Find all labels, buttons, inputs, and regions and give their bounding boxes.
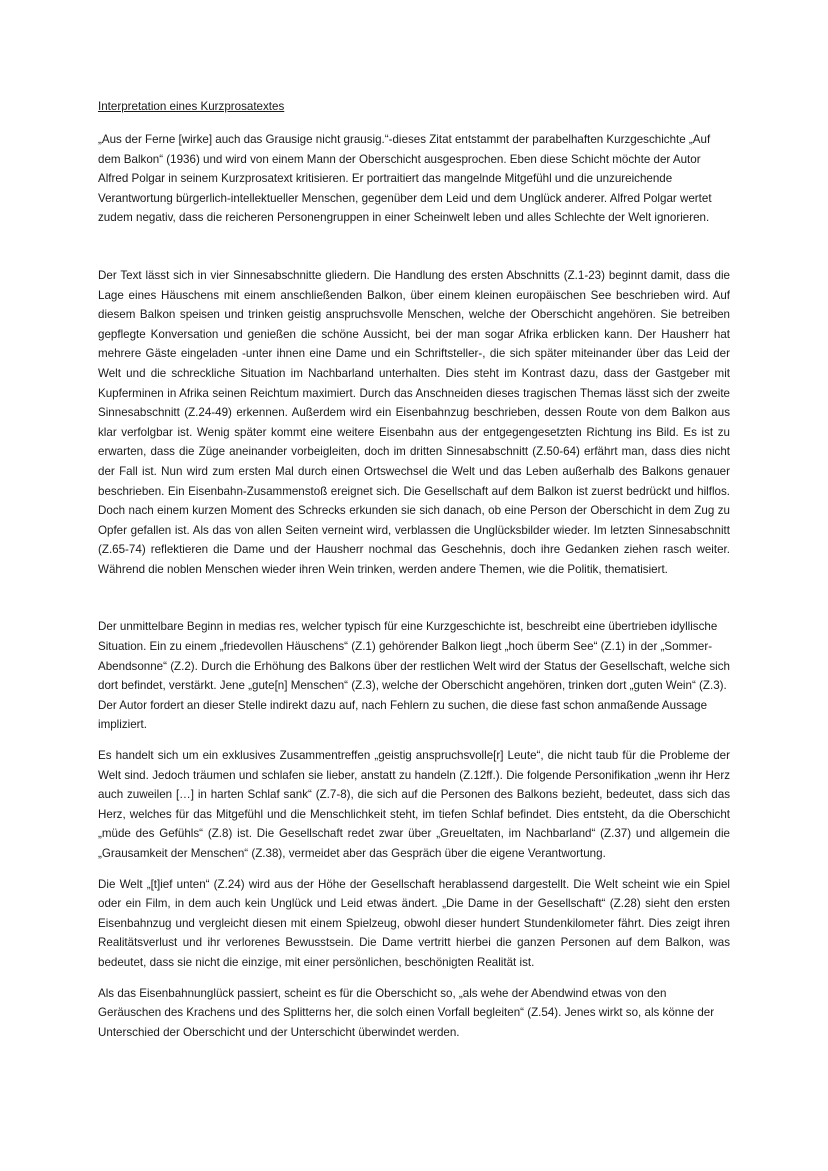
paragraph-analysis-beginning: Der unmittelbare Beginn in medias res, welcher typisch für eine Kurzgeschichte ist, beschreibt eine übertrieben idyllische Situation. Ein zu einem „friedevollen Häuschens“ (Z.1) gehörender Balkon liegt „hoch überm See“ (Z.1) in der „Sommer-Abendsonne“ (Z.2). Durch die Erhöhung des Balkons über der restlichen Welt wird der Status der Gesellschaft, welche sich dort befindet, verstärkt. Jene „gute[n] Menschen“ (Z.3), welche der Oberschicht angehören, trinken dort „guten Wein“ (Z.3). Der Autor fordert an dieser Stelle indirekt dazu auf, nach Fehlern zu suchen, die diese fast schon anmaßende Aussage impliziert.	[98, 620, 730, 732]
document-title: Interpretation eines Kurzprosatextes	[98, 100, 285, 113]
paragraph-analysis-society: Es handelt sich um ein exklusives Zusammentreffen „geistig anspruchsvolle[r] Leute“, die nicht taub für die Probleme der Welt sind. Jedoch träumen und schlafen sie lieber, anstatt zu handeln (Z.12ff.). Die folgende Personifikation „wenn ihr Herz auch zuweilen […] in harten Schlaf sank“ (Z.7-8), die sich auf die Personen des Balkons bezieht, bedeutet, dass sich das Herz, welches für das Mitgefühl und die Menschlichkeit steht, im tiefen Schlaf befindet. Dies entsteht, da die Oberschicht „müde des Gefühls“ (Z.8) ist. Die Gesellschaft redet zwar über „Greueltaten, im Nachbarland“ (Z.37) und allgemein die „Grausamkeit der Menschen“ (Z.38), vermeidet aber das Gespräch über die eigene Verantwortung.	[98, 749, 730, 860]
paragraph-structure: Der Text lässt sich in vier Sinnesabschnitte gliedern. Die Handlung des ersten Abschnitts (Z.1-23) beginnt damit, dass die Lage eines Häuschens mit einem anschließenden Balkon, über einem kleinen europäischen See beschrieben wird. Auf diesem Balkon speisen und trinken geistig anspruchsvolle Menschen, welche der Oberschicht angehören. Sie betreiben gepflegte Konversation und genießen die schöne Aussicht, bei der man sogar Afrika erblicken kann. Der Hausherr hat mehrere Gäste eingeladen -unter ihnen eine Dame und ein Schriftsteller-, die sich später miteinander über das Leid der Welt und die schreckliche Situation im Nachbarland unterhalten. Dies steht im Kontrast dazu, dass der Gastgeber mit Kupferminen in Afrika seinen Reichtum maximiert. Durch das Anschneiden dieses tragischen Themas lässt sich der zweite Sinnesabschnitt (Z.24-49) erkennen. Außerdem wird ein Eisenbahnzug beschrieben, dessen Route von dem Balkon aus klar verfolgbar ist. Wenig später kommt eine weitere Eisenbahn aus der entgegengesetzten Richtung ins Bild. Es ist zu erwarten, dass die Züge aneinander vorbeigleiten, doch im dritten Sinnesabschnitt (Z.50-64) erfährt man, dass dies nicht der Fall ist. Nun wird zum ersten Mal durch einen Ortswechsel die Welt und das Leben außerhalb des Balkons genauer beschrieben. Ein Eisenbahn-Zusammenstoß ereignet sich. Die Gesellschaft auf dem Balkon ist zuerst bedrückt und hilflos. Doch nach einem kurzen Moment des Schrecks erkunden sie sich danach, ob eine Person der Oberschicht in dem Zug zu Opfer gefallen ist. Als das von allen Seiten verneint wird, verblassen die Unglücksbilder wieder. Im letzten Sinnesabschnitt (Z.65-74) reflektieren die Dame und der Hausherr nochmal das Geschehnis, doch ihre Gedanken ziehen rasch weiter. Während die noblen Menschen wieder ihren Wein trinken, werden andere Themen, wie die Politik, thematisiert.	[98, 268, 730, 576]
document-page	[98, 98, 730, 1042]
paragraph-analysis-world: Die Welt „[t]ief unten“ (Z.24) wird aus der Höhe der Gesellschaft herablassend dargestellt. Die Welt scheint wie ein Spiel oder ein Film, in dem auch kein Unglück und Leid etwas ändert. „Die Dame in der Gesellschaft“ (Z.28) sieht den ersten Eisenbahnzug und vergleicht diesen mit einem Spielzeug, obwohl dieser hundert Stundenkilometer fährt. Dies zeigt ihren Realitätsverlust und ihr verlorenes Bewusstsein. Die Dame vertritt hierbei die ganzen Personen auf dem Balkon, was bedeutet, dass sie nicht die einzige, mit einer persönlichen, beschönigten Realität ist.	[98, 877, 730, 969]
paragraph-introduction: „Aus der Ferne [wirke] auch das Grausige nicht grausig.“-dieses Zitat entstammt der parabelhaften Kurzgeschichte „Auf dem Balkon“ (1936) und wird von einem Mann der Oberschicht ausgesprochen. Eben diese Schicht möchte der Autor Alfred Polgar in seinem Kurzprosatext kritisieren. Er portraitiert das mangelnde Mitgefühl und die unzureichende Verantwortung bürgerlich-intellektueller Menschen, gegenüber dem Leid und dem Unglück anderer. Alfred Polgar wertet zudem negativ, dass die reicheren Personengruppen in einer Scheinwelt leben und alles Schlechte der Welt ignorieren.	[98, 133, 712, 225]
paragraph-analysis-accident: Als das Eisenbahnunglück passiert, scheint es für die Oberschicht so, „als wehe der Abendwind etwas von den Geräuschen des Krachens und des Splitterns her, die solch einen Vorfall begleiten“ (Z.54). Jenes wirkt so, als könne der Unterschied der Oberschicht und der Unterschicht überwindet werden.	[98, 986, 715, 1039]
